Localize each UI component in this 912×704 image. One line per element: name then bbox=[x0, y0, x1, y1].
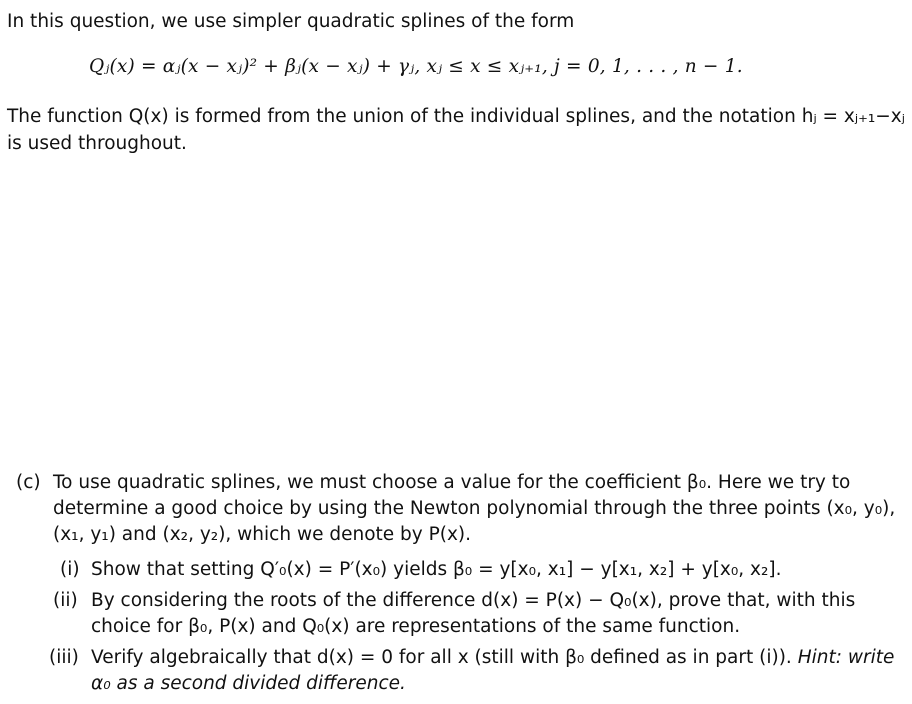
definition-paragraph bbox=[7, 103, 905, 157]
definition-line-1: The function Q(x) is formed from the union of the individual splines, and the notation hⱼ = xⱼ₊₁−xⱼ bbox=[7, 106, 905, 127]
item-ii-label: (ii) bbox=[53, 590, 78, 611]
spline-equation: Qⱼ(x) = αⱼ(x − xⱼ)² + βⱼ(x − xⱼ) + γⱼ, xⱼ ≤ x ≤ xⱼ₊₁, j = 0, 1, . . . , n − 1. bbox=[89, 56, 743, 77]
part-c-line-1: To use quadratic splines, we must choose a value for the coefficient β₀. Here we try to bbox=[53, 472, 851, 493]
intro-text: In this question, we use simpler quadratic splines of the form bbox=[7, 11, 575, 32]
part-c-label: (c) bbox=[16, 472, 41, 493]
item-iii-label: (iii) bbox=[49, 647, 79, 668]
item-i-label: (i) bbox=[60, 559, 80, 580]
item-iii-hint-line-2: α₀ as a second divided difference. bbox=[91, 673, 406, 694]
item-iii-hint: Hint: write bbox=[797, 647, 895, 668]
item-iii-text: Verify algebraically that d(x) = 0 for all x (still with β₀ defined as in part (i)). bbox=[91, 647, 792, 668]
item-i-line-1: Show that setting Q′₀(x) = P′(x₀) yields β₀ = y[x₀, x₁] − y[x₁, x₂] + y[x₀, x₂]. bbox=[91, 559, 782, 580]
part-c-line-2: determine a good choice by using the Newton polynomial through the three points (x₀, y₀), bbox=[53, 498, 896, 519]
item-iii-line-1 bbox=[91, 645, 894, 671]
part-c-line-3: (x₁, y₁) and (x₂, y₂), which we denote by P(x). bbox=[53, 524, 472, 545]
item-ii-line-2: choice for β₀, P(x) and Q₀(x) are representations of the same function. bbox=[91, 616, 741, 637]
item-ii-line-1: By considering the roots of the difference d(x) = P(x) − Q₀(x), prove that, with this bbox=[91, 590, 856, 611]
definition-line-2: is used throughout. bbox=[7, 133, 187, 154]
